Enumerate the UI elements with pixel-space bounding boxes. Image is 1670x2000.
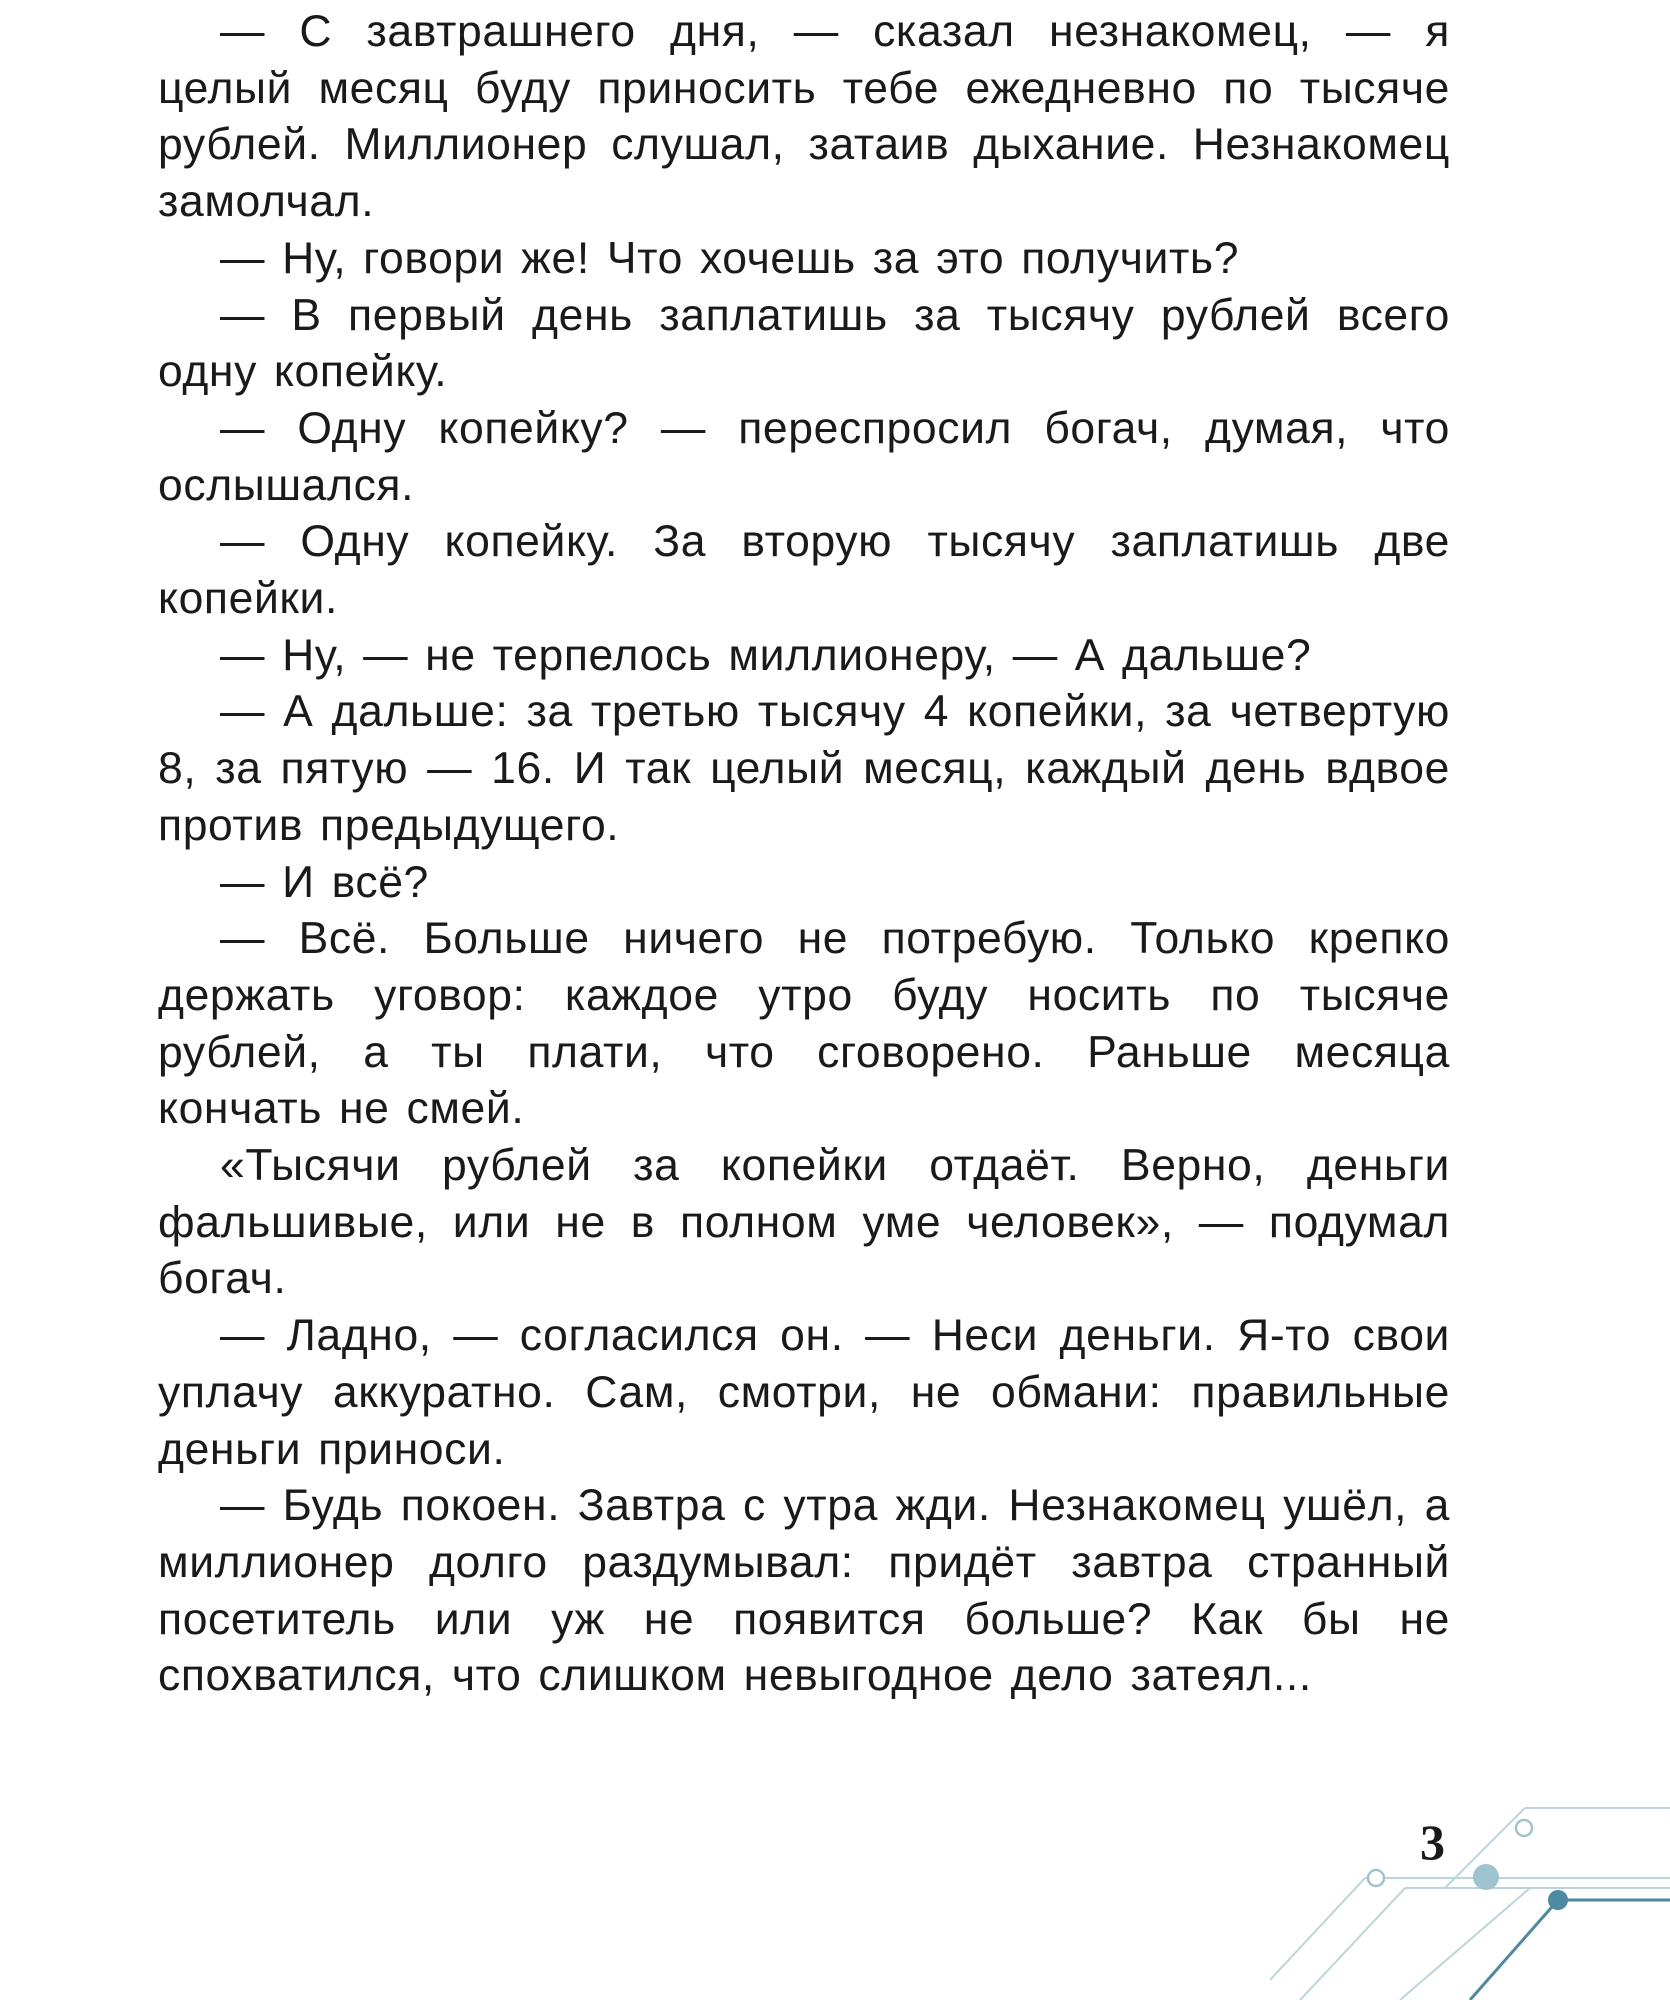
page-number: 3 [1420,1814,1445,1870]
decoration-dot [1368,1870,1384,1886]
paragraph: — Будь покоен. Завтра с утра жди. Незнакомец ушёл, а миллионер долго раздумывал: придёт завтра странный посетитель или уж не появится больше? Как бы не спохватился, что слишком невыгодное дело затеял... [158,1481,1450,1701]
paragraph: — Всё. Больше ничего не потребую. Только крепко держать уговор: каждое утро буду носить по тысяче рублей, а ты плати, что сговорено. Раньше месяца кончать не смей. [158,914,1450,1134]
body-text [158,4,1450,1705]
decoration-line [1470,1900,1558,2000]
decoration-dot [1516,1820,1532,1836]
paragraph: «Тысячи рублей за копейки отдаёт. Верно, деньги фальшивые, или не в полном уме человек», — подумал богач. [158,1141,1450,1304]
paragraph: — В первый день заплатишь за тысячу рублей всего одну копейку. [158,290,1450,397]
paragraph: — А дальше: за третью тысячу 4 копейки, за четвертую 8, за пятую — 16. И так целый месяц, каждый день вдвое против предыдущего. [158,687,1450,850]
paragraph: — Одну копейку. За вторую тысячу заплатишь две копейки. [158,517,1450,624]
decoration-dot [1473,1864,1499,1890]
paragraph: — Одну копейку? — переспросил богач, думая, что ослышался. [158,403,1450,510]
corner-decoration-icon [1270,1790,1670,2000]
decoration-line [1400,1888,1530,2000]
paragraph: — Ладно, — согласился он. — Неси деньги. Я-то свои уплачу аккуратно. Сам, смотри, не обмани: правильные деньги приноси. [158,1311,1450,1474]
decoration-dot [1548,1890,1568,1910]
paragraph: — С завтрашнего дня, — сказал незнакомец, — я целый месяц буду приносить тебе ежедневно по тысяче рублей. Миллионер слушал, затаив дыхание. Незнакомец замолчал. [158,7,1450,227]
paragraph: — Ну, — не терпелось миллионеру, — А дальше? [220,630,1312,680]
decoration-line [1270,1878,1365,1980]
paragraph: — И всё? [220,857,429,907]
decoration-line [1300,1888,1405,2000]
paragraph: — Ну, говори же! Что хочешь за это получить? [220,233,1240,283]
